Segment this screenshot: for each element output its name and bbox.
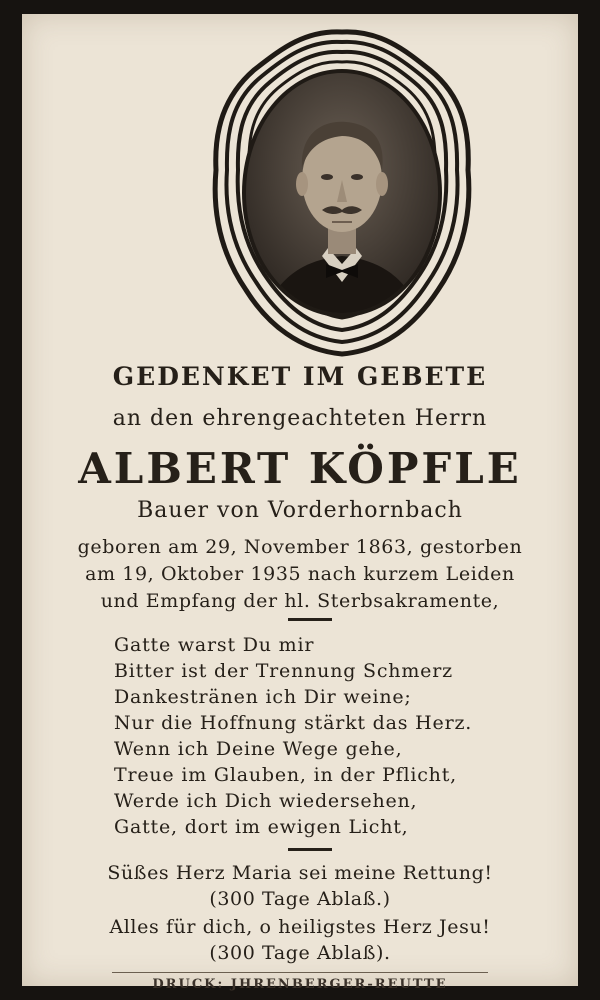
poem-line: Werde ich Dich wiedersehen,: [114, 790, 418, 812]
card-heading: GEDENKET IM GEBETE: [112, 362, 488, 391]
divider: [288, 848, 332, 851]
prayer-mary: [22, 860, 578, 912]
printer-imprint: DRUCK: JHRENBERGER-REUTTE: [152, 977, 448, 992]
indulgence-text: (300 Tage Ablaß.): [209, 888, 391, 910]
card-paper: [22, 14, 578, 992]
poem-line: Nur die Hoffnung stärkt das Herz.: [114, 712, 473, 734]
life-dates: [22, 534, 578, 615]
poem-line: Dankestränen ich Dir weine;: [114, 686, 412, 708]
memorial-poem: [114, 632, 534, 840]
prayer-text: Süßes Herz Maria sei meine Rettung!: [107, 862, 493, 884]
divider: [288, 618, 332, 621]
dates-line: geboren am 29, November 1863, gestorben: [77, 536, 523, 558]
poem-line: Bitter ist der Trennung Schmerz: [114, 660, 453, 682]
deceased-name: ALBERT KÖPFLE: [78, 444, 522, 493]
dates-line: am 19, Oktober 1935 nach kurzem Leiden: [85, 563, 515, 585]
dates-line: und Empfang der hl. Sterbsakramente,: [100, 590, 500, 612]
portrait-icon: [200, 20, 484, 366]
poem-line: Treue im Glauben, in der Pflicht,: [114, 764, 457, 786]
poem-line: Gatte, dort im ewigen Licht,: [114, 816, 409, 838]
poem-line: Gatte warst Du mir: [114, 634, 315, 656]
poem-line: Wenn ich Deine Wege gehe,: [114, 738, 403, 760]
indulgence-text: (300 Tage Ablaß).: [209, 942, 391, 964]
occupation-line: Bauer von Vorderhornbach: [137, 498, 463, 523]
intro-line: an den ehrengeachteten Herrn: [112, 406, 488, 431]
printer-divider: [112, 972, 488, 973]
portrait-frame: [200, 20, 484, 366]
prayer-jesus: [22, 914, 578, 966]
prayer-text: Alles für dich, o heiligstes Herz Jesu!: [109, 916, 491, 938]
